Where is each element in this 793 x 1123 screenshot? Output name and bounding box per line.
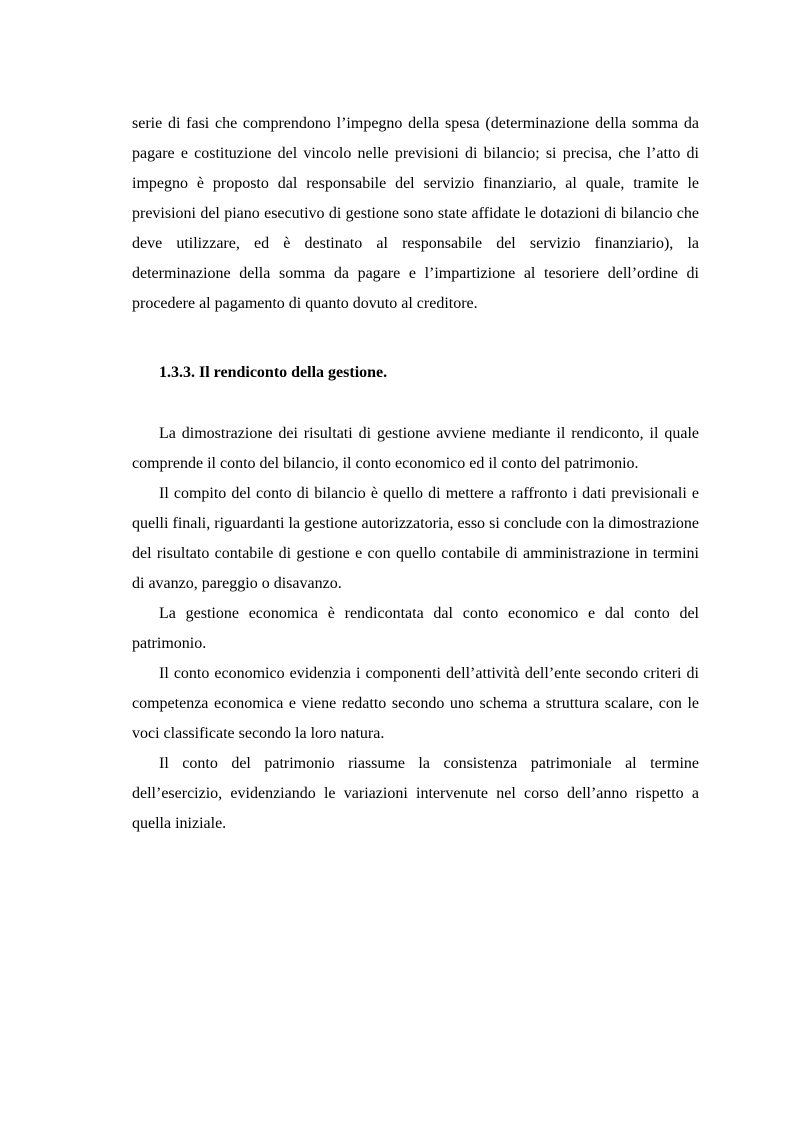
paragraph-rendiconto: La dimostrazione dei risultati di gestione avviene mediante il rendiconto, il quale comprende il conto del bilancio, il conto economico ed il conto del patrimonio. <box>132 425 699 472</box>
section-body <box>132 419 699 839</box>
intro-paragraph: serie di fasi che comprendono l’impegno della spesa (determinazione della somma da pagare e costituzione del vincolo nelle previsioni di bilancio; si precisa, che l’atto di impegno è proposto dal responsabile del servizio finanziario, al quale, tramite le previsioni del piano esecutivo di gestione sono state affidate le dotazioni di bilancio che deve utilizzare, ed è destinato al responsabile del servizio finanziario), la determinazione della somma da pagare e l’impartizione al tesoriere dell’ordine di procedere al pagamento di quanto dovuto al creditore. <box>132 115 699 312</box>
document-page <box>132 109 699 839</box>
paragraph-conto-patrimonio: Il conto del patrimonio riassume la consistenza patrimoniale al termine dell’esercizio, evidenziando le variazioni intervenute nel corso dell’anno rispetto a quella iniziale. <box>132 755 699 832</box>
paragraph-gestione-economica: La gestione economica è rendicontata dal conto economico e dal conto del patrimonio. <box>132 605 699 652</box>
paragraph-conto-bilancio: Il compito del conto di bilancio è quello di mettere a raffronto i dati previsionali e quelli finali, riguardanti la gestione autorizzatoria, esso si conclude con la dimostrazione del risultato contabile di gestione e con quello contabile di amministrazione in termini di avanzo, pareggio o disavanzo. <box>132 485 699 592</box>
section-heading: 1.3.3. Il rendiconto della gestione. <box>159 364 388 381</box>
paragraph-conto-economico: Il conto economico evidenzia i componenti dell’attività dell’ente secondo criteri di competenza economica e viene redatto secondo uno schema a struttura scalare, con le voci classificate secondo la loro natura. <box>132 665 699 742</box>
